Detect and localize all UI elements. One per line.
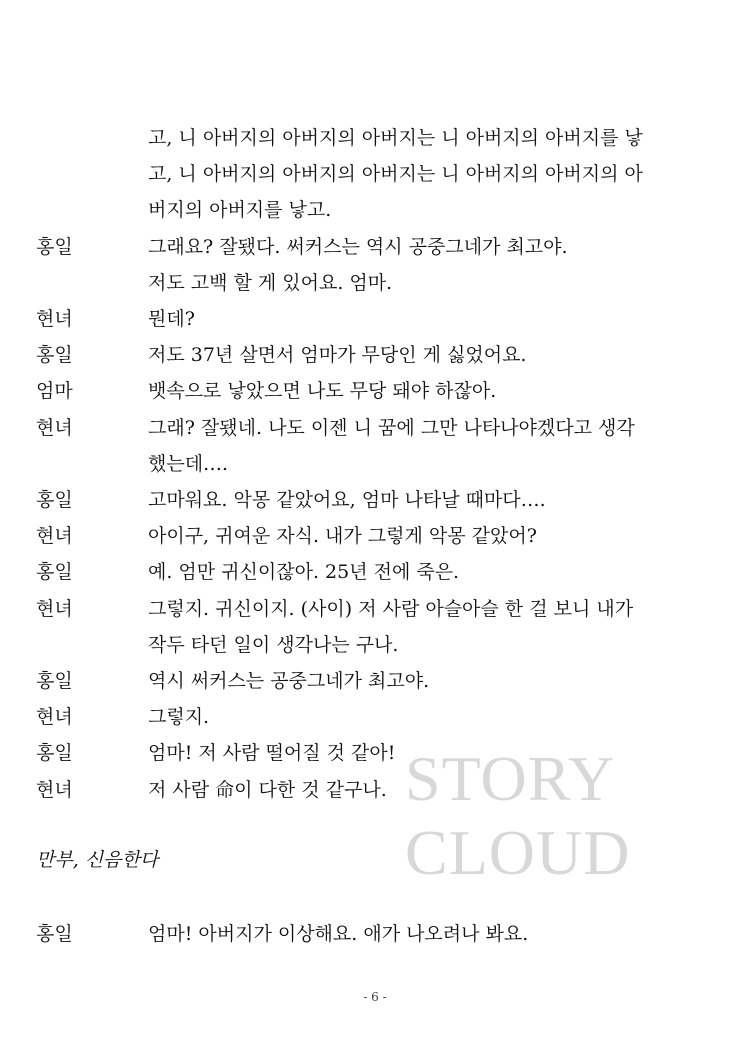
speaker-name: 홍일	[36, 489, 73, 512]
dialogue-line	[36, 663, 726, 699]
speaker-name: 홍일	[36, 561, 73, 584]
dialogue-line	[36, 265, 726, 301]
dialogue-text: 저 사람 命이 다한 것 같구나.	[148, 778, 387, 801]
watermark-line-2: CLOUD	[405, 817, 631, 888]
speaker-name: 현녀	[36, 706, 73, 729]
final-dialogue-block	[36, 916, 726, 952]
speaker-name: 홍일	[36, 670, 73, 693]
speaker-name: 현녀	[36, 308, 73, 331]
dialogue-text: 작두 타던 일이 생각나는 구나.	[148, 633, 399, 656]
speaker-name: 현녀	[36, 525, 73, 548]
dialogue-text: 엄마! 저 사람 떨어질 것 같아!	[148, 742, 396, 765]
speaker-name: 홍일	[36, 235, 73, 258]
dialogue-line	[36, 735, 726, 771]
stage-direction: 만부, 신음한다	[36, 849, 159, 871]
dialogue-line	[36, 772, 726, 808]
speaker-name: 현녀	[36, 597, 73, 620]
dialogue-line	[36, 916, 726, 952]
speaker-name: 현녀	[36, 416, 73, 439]
page-number: - 6 -	[363, 990, 387, 1004]
dialogue-text: 아이구, 귀여운 자식. 내가 그렇게 악몽 같았어?	[148, 525, 537, 548]
speaker-name: 홍일	[36, 344, 73, 367]
dialogue-text: 그렇지. 귀신이지. (사이) 저 사람 아슬아슬 한 걸 보니 내가	[148, 597, 634, 620]
dialogue-text: 저도 37년 살면서 엄마가 무당인 게 싫었어요.	[148, 344, 527, 367]
dialogue-text: 저도 고백 할 게 있어요. 엄마.	[148, 271, 393, 294]
dialogue-text: 역시 써커스는 공중그네가 최고야.	[148, 670, 430, 693]
speaker-name: 홍일	[36, 923, 73, 945]
dialogue-line	[36, 410, 726, 446]
dialogue-line	[36, 373, 726, 409]
dialogue-block	[36, 120, 726, 808]
dialogue-text: 했는데….	[148, 452, 229, 475]
dialogue-line	[36, 518, 726, 554]
speaker-name: 엄마	[36, 380, 73, 403]
dialogue-line	[36, 337, 726, 373]
dialogue-text: 엄마! 아버지가 이상해요. 애가 나오려나 봐요.	[148, 923, 529, 945]
dialogue-line	[36, 156, 726, 192]
dialogue-text: 고, 니 아버지의 아버지의 아버지는 니 아버지의 아버지의 아	[148, 163, 643, 186]
dialogue-text: 버지의 아버지를 낳고.	[148, 199, 332, 222]
speaker-name: 홍일	[36, 742, 73, 765]
dialogue-text: 그렇지.	[148, 706, 210, 729]
dialogue-text: 뭔데?	[148, 308, 195, 331]
speaker-name: 현녀	[36, 778, 73, 801]
dialogue-line	[36, 446, 726, 482]
watermark-line-1: STORY	[405, 743, 616, 814]
dialogue-line	[36, 192, 726, 228]
dialogue-text: 그래? 잘됐네. 나도 이젠 니 꿈에 그만 나타나야겠다고 생각	[148, 416, 635, 439]
dialogue-line	[36, 627, 726, 663]
dialogue-line	[36, 229, 726, 265]
dialogue-text: 뱃속으로 낳았으면 나도 무당 돼야 하잖아.	[148, 380, 497, 403]
dialogue-line	[36, 699, 726, 735]
dialogue-text: 고, 니 아버지의 아버지의 아버지는 니 아버지의 아버지를 낳	[148, 127, 643, 149]
dialogue-text: 고마워요. 악몽 같았어요, 엄마 나타날 때마다….	[148, 489, 546, 512]
dialogue-line	[36, 591, 726, 627]
dialogue-line	[36, 301, 726, 337]
dialogue-line	[36, 554, 726, 590]
dialogue-text: 그래요? 잘됐다. 써커스는 역시 공중그네가 최고야.	[148, 235, 568, 258]
dialogue-line	[36, 120, 726, 156]
dialogue-line	[36, 482, 726, 518]
dialogue-text: 예. 엄만 귀신이잖아. 25년 전에 죽은.	[148, 561, 460, 584]
